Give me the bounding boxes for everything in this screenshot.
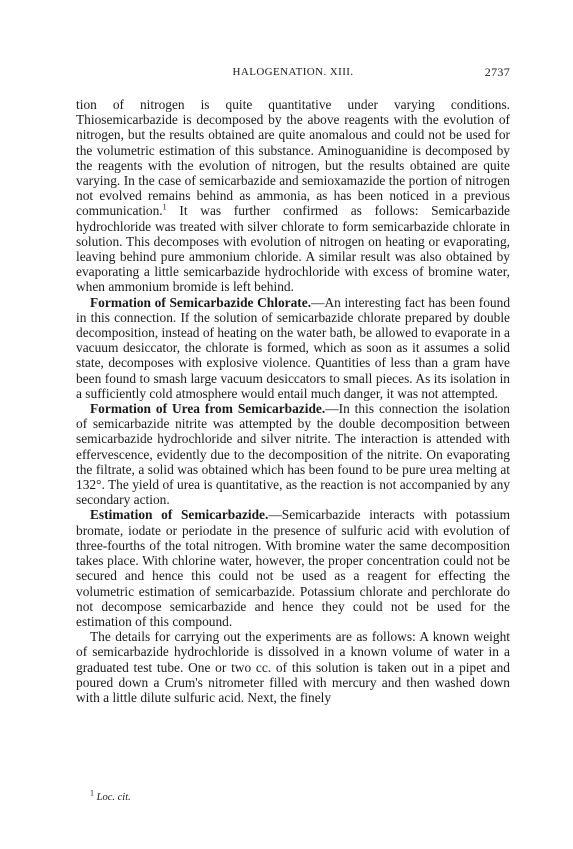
paragraph: [76, 629, 510, 705]
paragraph-text: tion of nitrogen is quite quantitative under varying conditions. Thiosemicarbazide is decomposed by the above reagents with the evolution of nitrogen, but the results obtained are quite anomalous and could not be used for the volumetric estimation of this substance. Aminoguanidine is decomposed by the reagents with the evolution of nitrogen, but the results obtained are quite varying. In the case of semicarbazide and semioxamazide the portion of nitrogen not evolved remains behind as ammonia, as has been noticed in a previous communication.: [76, 97, 510, 219]
paragraph-text: The details for carrying out the experiments are as follows: A known weight of semicarbazide hydrochloride is dissolved in a known volume of water in a graduated test tube. One or two cc. of this solution is taken out in a pipet and poured down a Crum's nitrometer filled with mercury and then washed down with a little dilute sulfuric acid. Next, the finely: [76, 629, 510, 705]
section-heading: Formation of Urea from Semicarbazide.: [90, 401, 326, 417]
section-heading: Estimation of Semicarbazide.: [90, 507, 269, 523]
paragraph-text: —Semicarbazide interacts with potassium bromate, iodate or periodate in the presence of sulfuric acid with evolution of three-fourths of the total nitrogen. With bromine water the same decomposition takes place. With chlorine water, however, the proper concentration could not be secured and hence this could not be used as a reagent for effecting the volumetric estimation of semicarbazide. Potassium chlorate and perchlorate do not decompose semicarbazide and hence they could not be used for the estimation of this compound.: [76, 507, 510, 629]
running-head: [76, 66, 510, 82]
footnote-ref: 1: [162, 202, 167, 212]
body-text: [76, 97, 510, 705]
footnote-marker: 1: [90, 788, 94, 798]
paragraph-text: It was further confirmed as follows: Semicarbazide hydrochloride was treated with silver chlorate to form semicarbazide chlorate in solution. This decomposes with evolution of nitrogen on heating or evaporating, leaving behind pure ammonium chloride. A similar result was also obtained by evaporating a little semicarbazide hydrochloride with excess of bromine water, when ammonium bromide is left behind.: [76, 203, 510, 295]
footnote-text: Loc. cit.: [96, 792, 131, 803]
running-title: HALOGENATION. XIII.: [232, 66, 354, 78]
paragraph-text: —In this connection the isolation of semicarbazide nitrite was attempted by the double decomposition between semicarbazide hydrochloride and silver nitrite. The interaction is attended with effervescence, evidently due to the decomposition of the nitrite. On evaporating the filtrate, a solid was obtained which has been found to be pure urea melting at 132°. The yield of urea is quantitative, as the reaction is not accompanied by any secondary action.: [76, 401, 510, 508]
paragraph: [76, 295, 510, 401]
section-heading: Formation of Semicarbazide Chlorate.: [90, 294, 312, 310]
footnote: [90, 788, 131, 803]
paragraph: [76, 507, 510, 629]
paragraph: [76, 401, 510, 507]
page-number: 2737: [484, 65, 510, 79]
paragraph: [76, 97, 510, 295]
paragraph-text: —An interesting fact has been found in this connection. If the solution of semicarbazide chlorate prepared by double decomposition, instead of heating on the water bath, be allowed to evaporate in a vacuum desiccator, the chlorate is formed, which as soon as it assumes a solid state, decomposes with explosive violence. Quantities of less than a gram have been found to smash large vacuum desiccators to small pieces. As its isolation in a sufficiently cold atmosphere would entail much danger, it was not attempted.: [76, 294, 511, 401]
